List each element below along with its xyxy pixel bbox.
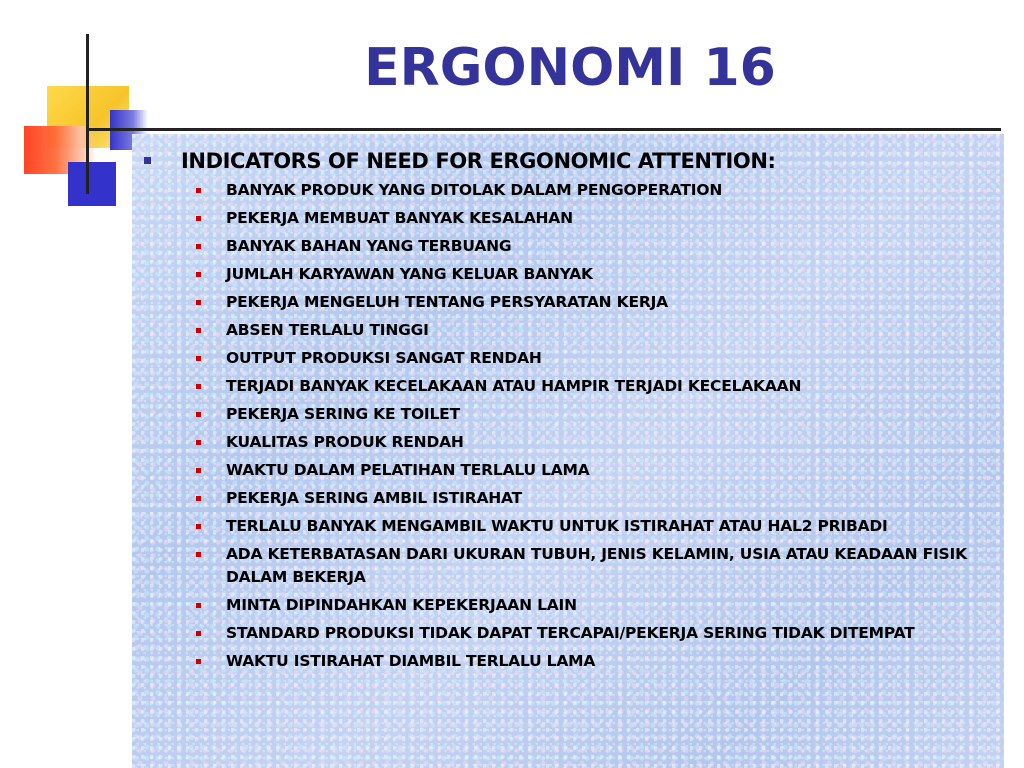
list-item-text: PEKERJA MENGELUH TENTANG PERSYARATAN KERJA <box>226 293 668 311</box>
bullet-square-icon <box>196 300 201 305</box>
list-item <box>196 543 986 588</box>
bullet-square-icon <box>196 440 201 445</box>
list-item-text: OUTPUT PRODUKSI SANGAT RENDAH <box>226 349 542 367</box>
indicator-list <box>196 179 986 678</box>
list-item-text: JUMLAH KARYAWAN YANG KELUAR BANYAK <box>226 265 593 283</box>
list-item <box>196 263 986 286</box>
bullet-square-icon <box>196 468 201 473</box>
main-bullet <box>144 146 994 176</box>
bullet-square-icon <box>196 216 201 221</box>
list-item <box>196 515 986 538</box>
bullet-square-icon <box>196 659 201 664</box>
list-item-text: BANYAK PRODUK YANG DITOLAK DALAM PENGOPERATION <box>226 181 723 199</box>
list-item-text: STANDARD PRODUKSI TIDAK DAPAT TERCAPAI/PEKERJA SERING TIDAK DITEMPAT <box>226 623 915 642</box>
bullet-square-icon <box>196 631 201 636</box>
bullet-square-icon <box>196 244 201 249</box>
list-item <box>196 650 986 673</box>
list-item-text: ABSEN TERLALU TINGGI <box>226 321 429 339</box>
list-item <box>196 459 986 482</box>
list-item <box>196 431 986 454</box>
list-item-text: KUALITAS PRODUK RENDAH <box>226 433 464 451</box>
list-item <box>196 622 986 645</box>
bullet-heading: INDICATORS OF NEED FOR ERGONOMIC ATTENTION: <box>181 149 776 173</box>
list-item-text: PEKERJA MEMBUAT BANYAK KESALAHAN <box>226 209 573 227</box>
list-item <box>196 487 986 510</box>
bullet-square-icon <box>196 188 201 193</box>
decorative-horizontal-line <box>86 128 1001 131</box>
bullet-square-icon <box>196 496 201 501</box>
bullet-square-icon <box>196 356 201 361</box>
list-item-text: ADA KETERBATASAN DARI UKURAN TUBUH, JENIS KELAMIN, USIA ATAU KEADAAN FISIK DALAM BEKERJA <box>226 545 967 586</box>
bullet-square-icon <box>196 412 201 417</box>
list-item-text: WAKTU ISTIRAHAT DIAMBIL TERLALU LAMA <box>226 651 596 670</box>
bullet-square-icon <box>196 328 201 333</box>
list-item-text: TERLALU BANYAK MENGAMBIL WAKTU UNTUK ISTIRAHAT ATAU HAL2 PRIBADI <box>226 517 888 535</box>
list-item <box>196 594 986 617</box>
bullet-square-icon <box>196 384 201 389</box>
bullet-square-icon <box>196 603 201 608</box>
decorative-vertical-line <box>86 34 89 194</box>
list-item <box>196 403 986 426</box>
list-item-text: PEKERJA SERING AMBIL ISTIRAHAT <box>226 489 523 507</box>
bullet-square-icon <box>196 552 201 557</box>
decorative-blue-square-bottom <box>68 162 116 206</box>
list-item <box>196 319 986 342</box>
bullet-square-icon <box>196 524 201 529</box>
slide-title: ERGONOMI 16 <box>364 38 776 98</box>
list-item-text: MINTA DIPINDAHKAN KEPEKERJAAN LAIN <box>226 595 577 614</box>
list-item-text: BANYAK BAHAN YANG TERBUANG <box>226 237 512 255</box>
list-item <box>196 179 986 202</box>
list-item <box>196 207 986 230</box>
list-item <box>196 375 986 398</box>
bullet-square-icon <box>196 272 201 277</box>
list-item-text: TERJADI BANYAK KECELAKAAN ATAU HAMPIR TERJADI KECELAKAAN <box>226 377 802 395</box>
list-item <box>196 291 986 314</box>
bullet-square-icon <box>144 157 151 164</box>
list-item <box>196 235 986 258</box>
list-item <box>196 347 986 370</box>
list-item-text: WAKTU DALAM PELATIHAN TERLALU LAMA <box>226 461 590 479</box>
list-item-text: PEKERJA SERING KE TOILET <box>226 405 460 423</box>
